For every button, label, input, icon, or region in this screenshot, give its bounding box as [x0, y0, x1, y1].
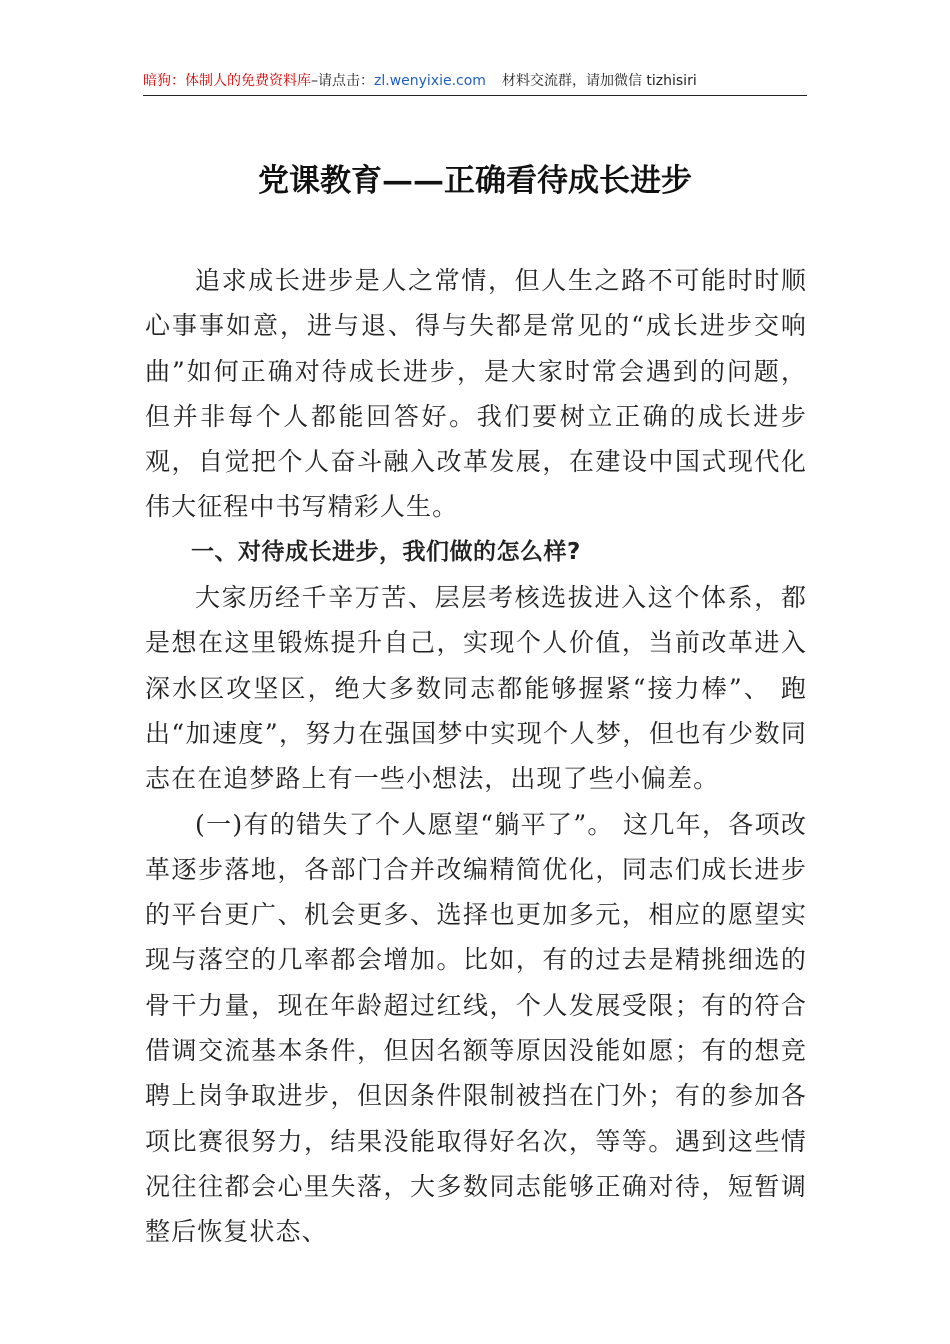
header-url-link[interactable]: zl.wenyixie.com: [374, 73, 486, 89]
section-heading-1: 一、对待成长进步，我们做的怎么样?: [191, 538, 581, 565]
intro-paragraph: 追求成长进步是人之常情，但人生之路不可能时时顺心事事如意，进与退、得与失都是常见的“成长进步交响曲”如何正确对待成长进步，是大家时常会遇到的问题，但并非每个人都能回答好。我们要树立正确的成长进步观，自觉把个人奋斗融入改革发展，在建设中国式现代化伟大征程中书写精彩人生。: [145, 266, 807, 522]
subsection-paragraph-1: (一)有的错失了个人愿望“躺平了”。 这几年，各项改革逐步落地，各部门合并改编精简优化，同志们成长进步的平台更广、机会更多、选择也更加多元，相应的愿望实现与落空的几率都会增加。比如，有的过去是精挑细选的骨干力量，现在年龄超过红线，个人发展受限；有的符合借调交流基本条件，但因名额等原因没能如愿；有的想竞聘上岗争取进步，但因条件限制被挡在门外；有的参加各项比赛很努力，结果没能取得好名次，等等。遇到这些情况往往都会心里失落，大多数同志能够正确对待，短暂调整后恢复状态、: [145, 809, 807, 1247]
body-paragraph: 大家历经千辛万苦、层层考核选拔进入这个体系，都是想在这里锻炼提升自己，实现个人价值，当前改革进入深水区攻坚区，绝大多数同志都能够握紧“接力棒”、 跑出“加速度”，努力在强国梦中实现个人梦，但也有少数同志在在追梦路上有一些小想法，出现了些小偏差。: [145, 583, 807, 794]
document-body: [145, 258, 807, 1255]
header-click-prompt: –请点击：: [311, 73, 374, 89]
header-wechat-note: 材料交流群，请加微信 tizhisiri: [501, 73, 697, 89]
page-header: [143, 69, 807, 96]
header-site-label: 暗狗：体制人的免费资料库: [143, 73, 311, 89]
document-title: 党课教育——正确看待成长进步: [258, 163, 692, 199]
